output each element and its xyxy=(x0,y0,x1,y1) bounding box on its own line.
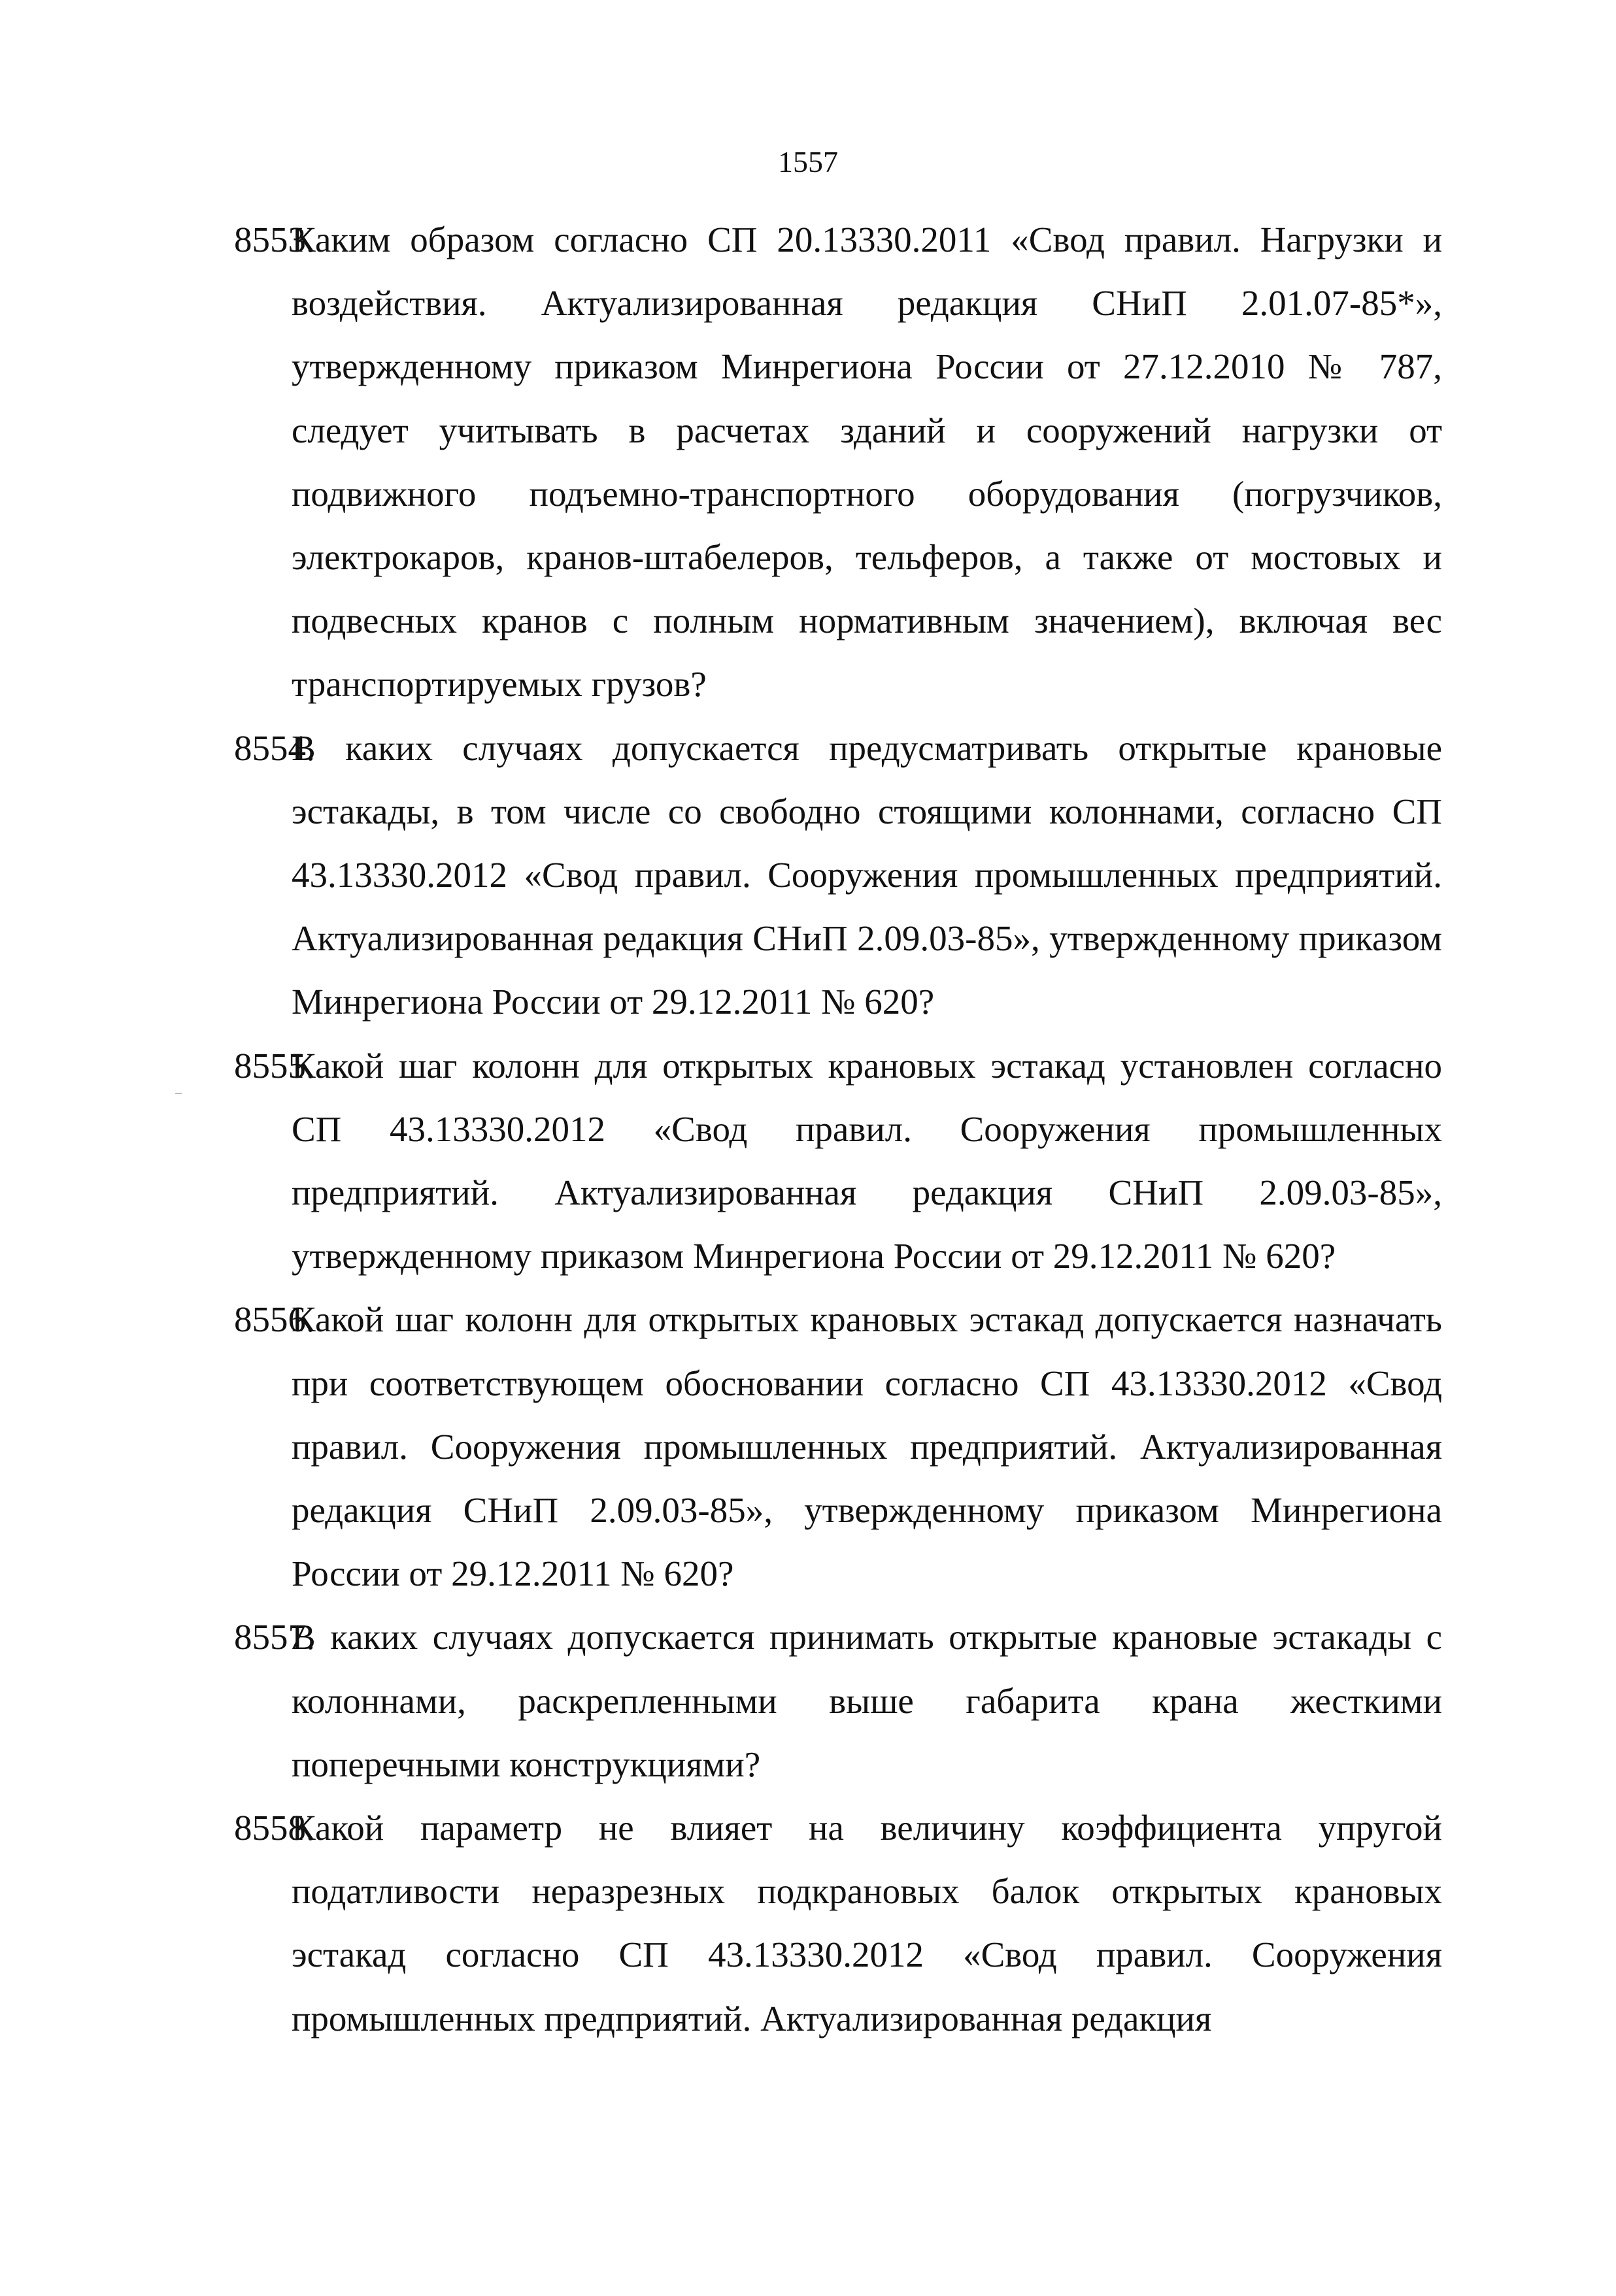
question-text: Какой шаг колонн для открытых крановых эстакад допускается назначать при соответствующем обосновании согласно СП 43.13330.2012 «Свод правил. Сооружения промышленных предприятий. Актуализированная редакция СНиП 2.09.03-85», утвержденному приказом Минрегиона России от 29.12.2011 № 620? xyxy=(292,1299,1442,1594)
question-text: В каких случаях допускается предусматривать открытые крановые эстакады, в том числе со свободно стоящими колоннами, согласно СП 43.13330.2012 «Свод правил. Сооружения промышленных предприятий. Актуализированная редакция СНиП 2.09.03-85», утвержденному приказом Минрегиона России от 29.12.2011 № 620? xyxy=(292,727,1442,1022)
question-number: 8555. xyxy=(234,1045,315,1086)
question-item xyxy=(234,1796,1442,2050)
question-number: 8554. xyxy=(234,727,315,768)
question-text: Какой шаг колонн для открытых крановых эстакад установлен согласно СП 43.13330.2012 «Свод правил. Сооружения промышленных предприятий. Актуализированная редакция СНиП 2.09.03-85», утвержденному приказом Минрегиона России от 29.12.2011 № 620? xyxy=(292,1045,1442,1276)
question-number: 8556. xyxy=(234,1299,315,1340)
page-number: 1557 xyxy=(778,145,838,178)
question-item xyxy=(234,716,1442,1034)
question-text: В каких случаях допускается принимать открытые крановые эстакады с колоннами, раскрепленными выше габарита крана жесткими поперечными конструкциями? xyxy=(292,1617,1442,1784)
question-text: Каким образом согласно СП 20.13330.2011 «Свод правил. Нагрузки и воздействия. Актуализированная редакция СНиП 2.01.07-85*», утвержденному приказом Минрегиона России от 27.12.2010 № 787, следует учитывать в расчетах зданий и сооружений нагрузки от подвижного подъемно-транспортного оборудования (погрузчиков, электрокаров, кранов-штабелеров, тельферов, а также от мостовых и подвесных кранов с полным нормативным значением), включая вес транспортируемых грузов? xyxy=(292,220,1442,705)
margin-mark xyxy=(175,1093,182,1094)
question-item xyxy=(234,208,1442,716)
question-text: Какой параметр не влияет на величину коэффициента упругой податливости неразрезных подкрановых балок открытых крановых эстакад согласно СП 43.13330.2012 «Свод правил. Сооружения промышленных предприятий. Актуализированная редакция xyxy=(292,1808,1442,2038)
question-number: 8558. xyxy=(234,1808,315,1848)
question-list xyxy=(234,208,1442,2050)
question-number: 8553. xyxy=(234,220,315,259)
question-number: 8557. xyxy=(234,1617,315,1657)
question-item xyxy=(234,1605,1442,1796)
question-item xyxy=(234,1034,1442,1288)
question-item xyxy=(234,1288,1442,1605)
